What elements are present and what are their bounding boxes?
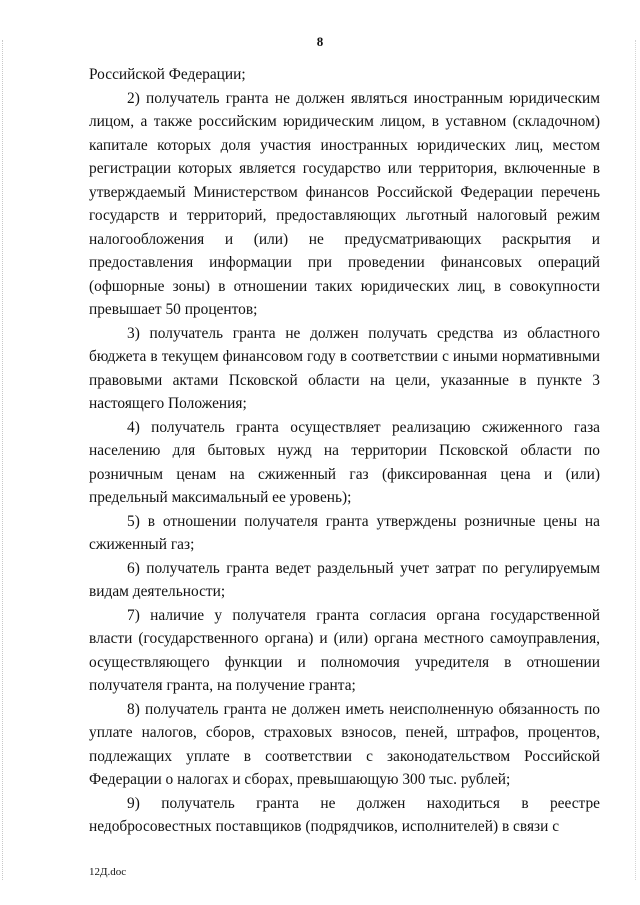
paragraph-item-5: 5) в отношении получателя гранта утверждены розничные цены на сжиженный газ; [89, 512, 600, 553]
page-number: 8 [316, 34, 324, 49]
document-body [89, 63, 600, 839]
scan-edge-left [2, 40, 4, 880]
paragraph-item-6: 6) получатель гранта ведет раздельный учет затрат по регулируемым видам деятельности; [89, 559, 600, 600]
paragraph-item-4: 4) получатель гранта осуществляет реализацию сжиженного газа населению для бытовых нужд на территории Псковской области по розничным ценам на сжиженный газ (фиксированная цена и (или) предельный максимальный ее уровень); [89, 418, 600, 506]
paragraph-item-8: 8) получатель гранта не должен иметь неисполненную обязанность по уплате налогов, сборов, страховых взносов, пеней, штрафов, процентов, подлежащих уплате в соответствии с законодательством Российской Федерации о налогах и сборах, превышающую 300 тыс. рублей; [89, 700, 600, 788]
paragraph-item-2: 2) получатель гранта не должен являться иностранным юридическим лицом, а также российским юридическим лицом, в уставном (складочном) капитале которых доля участия иностранных юридических лиц, местом регистрации которых является государство или территория, включенные в утверждаемый Министерством финансов Российской Федерации перечень государств и территорий, предоставляющих льготный налоговый режим налогообложения и (или) не предусматривающих раскрытия и предоставления информации при проведении финансовых операций (офшорные зоны) в отношении таких юридических лиц, в совокупности превышает 50 процентов; [89, 89, 600, 318]
paragraph-item-3: 3) получатель гранта не должен получать средства из областного бюджета в текущем финансовом году в соответствии с иными нормативными правовыми актами Псковской области на цели, указанные в пункте 3 настоящего Положения; [89, 324, 600, 412]
footer-filename: 12Д.doc [89, 866, 127, 878]
paragraph-item-9: 9) получатель гранта не должен находиться в реестре недобросовестных поставщиков (подрядчиков, исполнителей) в связи с [89, 794, 600, 835]
paragraph-item-7: 7) наличие у получателя гранта согласия органа государственной власти (государственного органа) и (или) органа местного самоуправления, осуществляющего функции и полномочия учредителя в отношении получателя гранта, на получение гранта; [89, 606, 600, 694]
scan-edge-right [635, 40, 637, 880]
paragraph-continuation: Российской Федерации; [89, 66, 246, 83]
